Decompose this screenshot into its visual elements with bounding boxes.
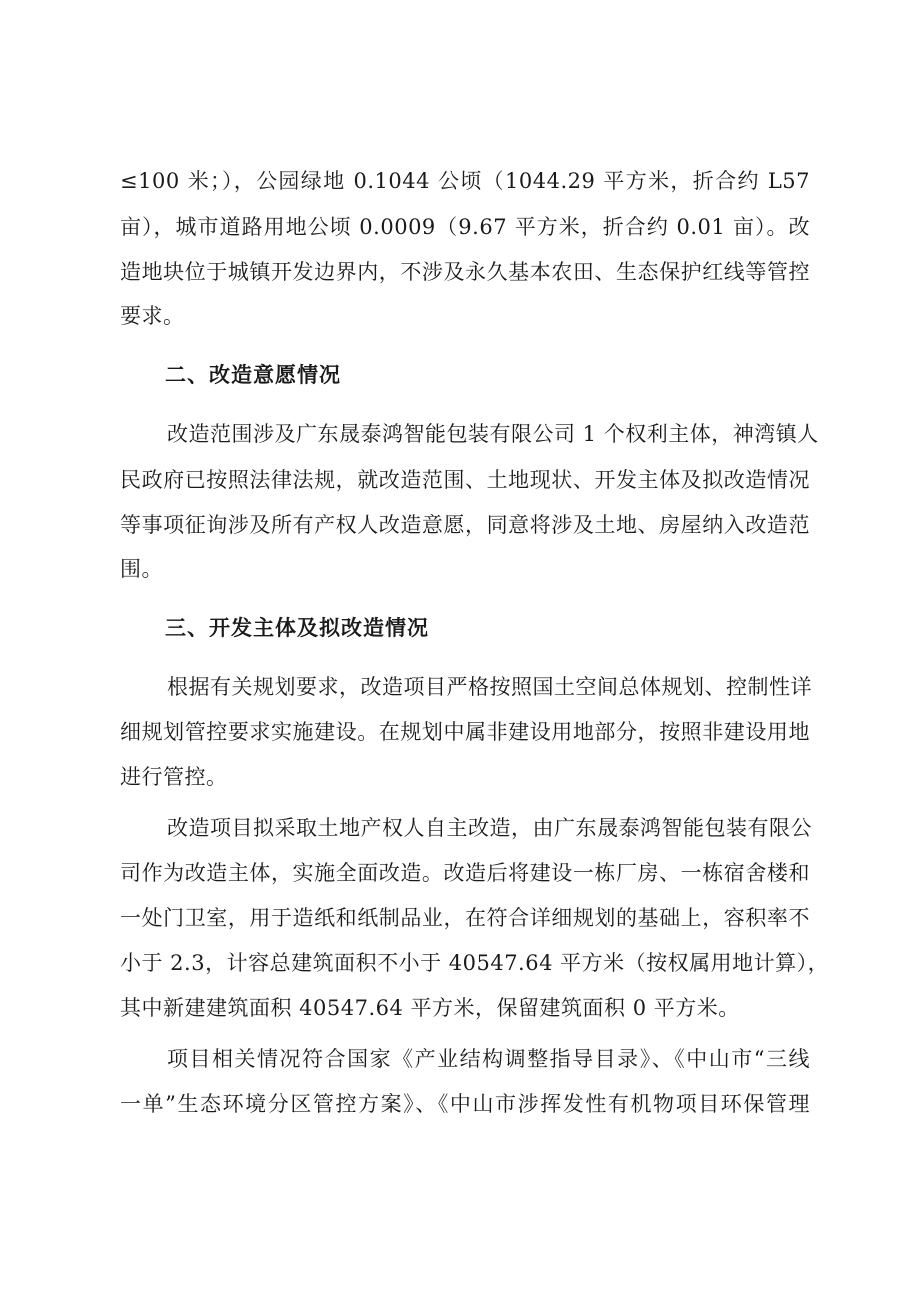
paragraph-line: 根据有关规划要求，改造项目严格按照国土空间总体规划、控制性详 (167, 675, 812, 699)
paragraph-line: 改造范围涉及广东晟泰鸿智能包装有限公司 1 个权利主体，神湾镇人 (167, 422, 819, 446)
paragraph-line: 一单”生态环境分区管控方案》、《中山市涉挥发性有机物项目环保管理 (120, 1092, 810, 1116)
paragraph-line: 围。 (120, 557, 163, 581)
paragraph-line: 要求。 (120, 304, 185, 328)
paragraph-line: 细规划管控要求实施建设。在规划中属非建设用地部分，按照非建设用地 (120, 720, 810, 744)
paragraph-line: 造地块位于城镇开发边界内，不涉及永久基本农田、生态保护红线等管控 (120, 260, 810, 284)
section-heading-2: 二、改造意愿情况 (165, 363, 341, 387)
paragraph-line: 等事项征询涉及所有产权人改造意愿，同意将涉及土地、房屋纳入改造范 (120, 513, 810, 537)
paragraph-line: 其中新建建筑面积 40547.64 平方米，保留建筑面积 0 平方米。 (120, 996, 740, 1020)
paragraph-line: 民政府已按照法律法规，就改造范围、土地现状、开发主体及拟改造情况 (120, 468, 810, 492)
paragraph-line: 小于 2.3，计容总建筑面积不小于 40547.64 平方米（按权属用地计算）， (120, 951, 830, 975)
paragraph-line: 项目相关情况符合国家《产业结构调整指导目录》、《中山市“三线 (167, 1047, 810, 1071)
section-heading-3: 三、开发主体及拟改造情况 (165, 616, 429, 640)
paragraph-line: 改造项目拟采取土地产权人自主改造，由广东晟泰鸿智能包装有限公 (167, 816, 812, 840)
paragraph-line: 进行管控。 (120, 765, 228, 789)
paragraph-line: 一处门卫室，用于造纸和纸制品业，在符合详细规划的基础上，容积率不 (120, 906, 810, 930)
paragraph-line: ≤100 米；），公园绿地 0.1044 公顷（1044.29 平方米，折合约 L57 (120, 169, 810, 193)
paragraph-line: 亩），城市道路用地公顷 0.0009（9.67 平方米，折合约 0.01 亩）。改 (120, 215, 810, 239)
paragraph-line: 司作为改造主体，实施全面改造。改造后将建设一栋厂房、一栋宿舍楼和 (120, 861, 810, 885)
